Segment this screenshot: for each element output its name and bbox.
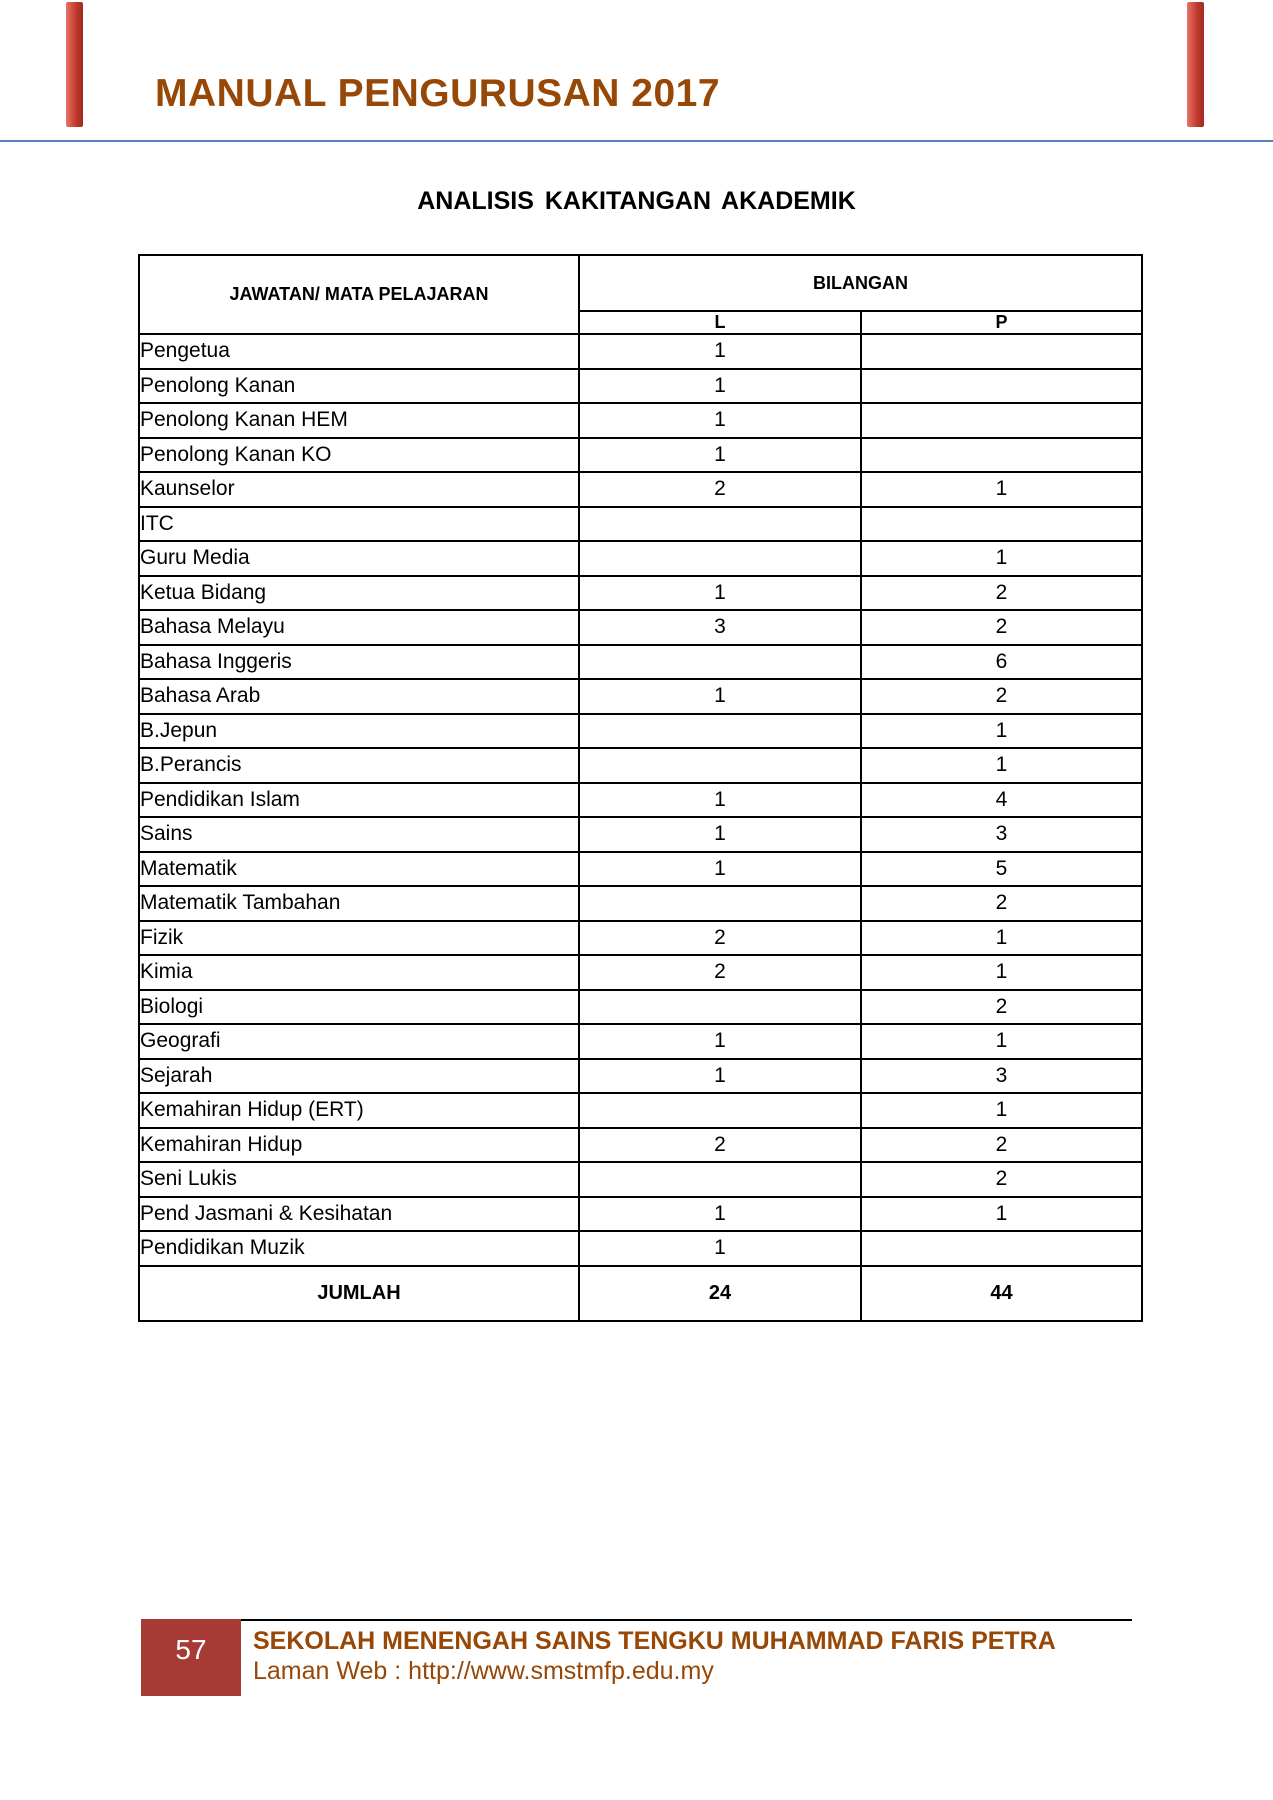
total-label: JUMLAH xyxy=(139,1266,579,1321)
row-male-count: 3 xyxy=(579,610,861,645)
row-position-name: Kaunselor xyxy=(139,472,579,507)
row-position-name: Fizik xyxy=(139,921,579,956)
table-row xyxy=(139,334,1142,369)
table-row xyxy=(139,990,1142,1025)
table-row xyxy=(139,852,1142,887)
row-male-count: 1 xyxy=(579,403,861,438)
row-position-name: B.Jepun xyxy=(139,714,579,749)
row-male-count: 1 xyxy=(579,1231,861,1266)
column-header-female: P xyxy=(861,311,1142,334)
table-row xyxy=(139,438,1142,473)
row-female-count: 3 xyxy=(861,817,1142,852)
row-female-count xyxy=(861,334,1142,369)
row-position-name: Penolong Kanan KO xyxy=(139,438,579,473)
header-accent-bar-right xyxy=(1187,2,1204,127)
table-row xyxy=(139,403,1142,438)
row-female-count xyxy=(861,507,1142,542)
row-position-name: Bahasa Melayu xyxy=(139,610,579,645)
staff-analysis-table xyxy=(138,254,1143,1322)
table-row xyxy=(139,1197,1142,1232)
row-position-name: Kemahiran Hidup xyxy=(139,1128,579,1163)
section-title: ANALISIS KAKITANGAN AKADEMIK xyxy=(417,187,856,215)
row-male-count: 1 xyxy=(579,334,861,369)
row-female-count: 2 xyxy=(861,1128,1142,1163)
footer-divider xyxy=(141,1619,1132,1621)
table-row xyxy=(139,1059,1142,1094)
row-position-name: Kimia xyxy=(139,955,579,990)
row-female-count: 1 xyxy=(861,748,1142,783)
row-female-count: 1 xyxy=(861,1093,1142,1128)
row-male-count: 1 xyxy=(579,1059,861,1094)
row-position-name: Pendidikan Islam xyxy=(139,783,579,818)
total-male: 24 xyxy=(579,1266,861,1321)
row-male-count: 1 xyxy=(579,576,861,611)
row-male-count: 1 xyxy=(579,817,861,852)
column-header-count: BILANGAN xyxy=(579,255,1142,311)
row-position-name: Seni Lukis xyxy=(139,1162,579,1197)
row-female-count: 3 xyxy=(861,1059,1142,1094)
table-row xyxy=(139,783,1142,818)
table-row xyxy=(139,541,1142,576)
row-female-count: 2 xyxy=(861,1162,1142,1197)
table-row xyxy=(139,507,1142,542)
row-female-count xyxy=(861,438,1142,473)
row-male-count: 1 xyxy=(579,1024,861,1059)
table-body xyxy=(139,334,1142,1266)
row-male-count: 2 xyxy=(579,921,861,956)
row-male-count: 2 xyxy=(579,1128,861,1163)
row-male-count xyxy=(579,507,861,542)
column-header-position: JAWATAN/ MATA PELAJARAN xyxy=(139,255,579,334)
row-position-name: Biologi xyxy=(139,990,579,1025)
row-male-count xyxy=(579,1093,861,1128)
header-divider xyxy=(0,140,1273,142)
row-male-count xyxy=(579,886,861,921)
table-row xyxy=(139,369,1142,404)
row-female-count: 4 xyxy=(861,783,1142,818)
row-female-count: 1 xyxy=(861,714,1142,749)
row-position-name: Matematik xyxy=(139,852,579,887)
row-male-count: 1 xyxy=(579,1197,861,1232)
row-male-count: 1 xyxy=(579,679,861,714)
table-row xyxy=(139,472,1142,507)
row-position-name: Guru Media xyxy=(139,541,579,576)
row-position-name: Sains xyxy=(139,817,579,852)
table-row xyxy=(139,955,1142,990)
column-header-male: L xyxy=(579,311,861,334)
footer-website: Laman Web : http://www.smstmfp.edu.my xyxy=(253,1657,714,1685)
row-male-count: 1 xyxy=(579,852,861,887)
row-female-count: 2 xyxy=(861,886,1142,921)
table-row xyxy=(139,679,1142,714)
footer-school-name: SEKOLAH MENENGAH SAINS TENGKU MUHAMMAD FARIS PETRA xyxy=(253,1627,1056,1655)
row-male-count xyxy=(579,714,861,749)
table-row xyxy=(139,1162,1142,1197)
row-female-count: 1 xyxy=(861,955,1142,990)
row-position-name: Penolong Kanan xyxy=(139,369,579,404)
row-position-name: Ketua Bidang xyxy=(139,576,579,611)
table-row xyxy=(139,1231,1142,1266)
row-female-count: 1 xyxy=(861,1197,1142,1232)
table-row xyxy=(139,714,1142,749)
row-position-name: Matematik Tambahan xyxy=(139,886,579,921)
total-female: 44 xyxy=(861,1266,1142,1321)
row-position-name: B.Perancis xyxy=(139,748,579,783)
header-accent-bar-left xyxy=(66,2,83,127)
row-position-name: Geografi xyxy=(139,1024,579,1059)
row-male-count: 1 xyxy=(579,369,861,404)
table-row xyxy=(139,1093,1142,1128)
table-row xyxy=(139,645,1142,680)
row-position-name: Kemahiran Hidup (ERT) xyxy=(139,1093,579,1128)
row-female-count: 1 xyxy=(861,541,1142,576)
row-male-count xyxy=(579,645,861,680)
table-row xyxy=(139,817,1142,852)
row-female-count: 2 xyxy=(861,576,1142,611)
row-position-name: ITC xyxy=(139,507,579,542)
table-row xyxy=(139,921,1142,956)
table-row xyxy=(139,1024,1142,1059)
row-female-count: 6 xyxy=(861,645,1142,680)
row-female-count: 1 xyxy=(861,1024,1142,1059)
row-female-count: 2 xyxy=(861,990,1142,1025)
row-female-count: 2 xyxy=(861,610,1142,645)
table-row xyxy=(139,576,1142,611)
row-female-count: 5 xyxy=(861,852,1142,887)
row-female-count: 1 xyxy=(861,921,1142,956)
row-male-count xyxy=(579,748,861,783)
row-female-count: 2 xyxy=(861,679,1142,714)
row-position-name: Pend Jasmani & Kesihatan xyxy=(139,1197,579,1232)
row-position-name: Bahasa Inggeris xyxy=(139,645,579,680)
table-row xyxy=(139,1128,1142,1163)
row-male-count: 1 xyxy=(579,438,861,473)
manual-title: MANUAL PENGURUSAN 2017 xyxy=(155,72,721,115)
row-male-count: 2 xyxy=(579,955,861,990)
row-male-count xyxy=(579,541,861,576)
row-position-name: Pendidikan Muzik xyxy=(139,1231,579,1266)
table-row xyxy=(139,610,1142,645)
total-row xyxy=(139,1266,1142,1321)
row-position-name: Penolong Kanan HEM xyxy=(139,403,579,438)
row-female-count xyxy=(861,403,1142,438)
row-position-name: Bahasa Arab xyxy=(139,679,579,714)
table-row xyxy=(139,748,1142,783)
row-male-count: 1 xyxy=(579,783,861,818)
row-male-count xyxy=(579,990,861,1025)
row-female-count xyxy=(861,1231,1142,1266)
row-female-count: 1 xyxy=(861,472,1142,507)
table-row xyxy=(139,886,1142,921)
row-female-count xyxy=(861,369,1142,404)
row-male-count xyxy=(579,1162,861,1197)
page-number: 57 xyxy=(141,1619,241,1696)
row-position-name: Sejarah xyxy=(139,1059,579,1094)
row-male-count: 2 xyxy=(579,472,861,507)
row-position-name: Pengetua xyxy=(139,334,579,369)
